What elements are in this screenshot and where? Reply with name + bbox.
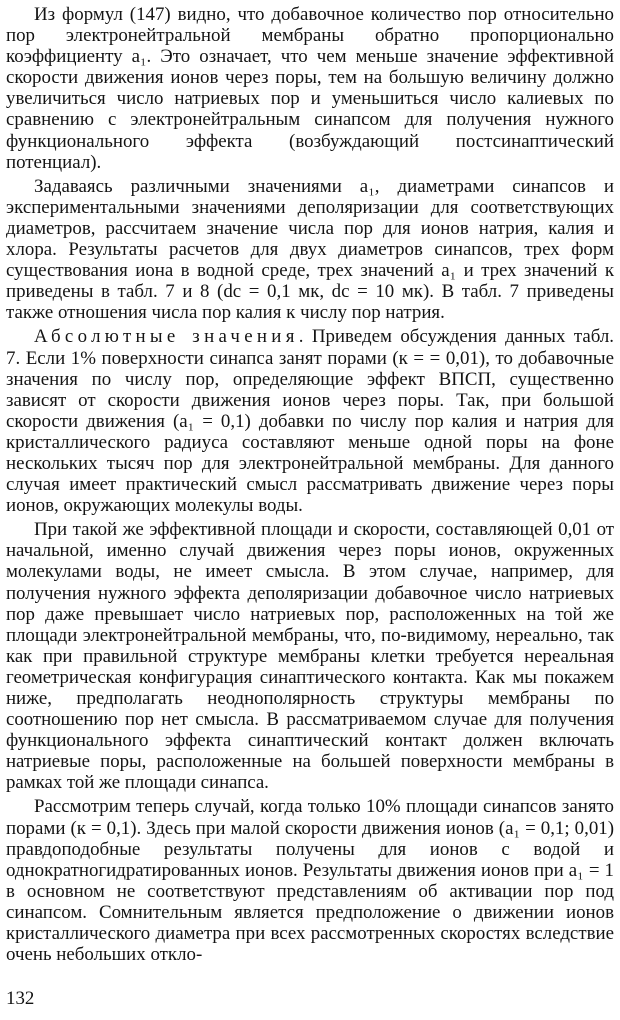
paragraph-formula-147: Из формул (147) видно, что добавочное количество пор относительно пор электронейтральной мембраны обратно пропорционально коэффициенту a₁. Это означает, что чем меньше значение эффективной скорости движения ионов через поры, тем на большую величину должно увеличиться число натриевых пор и уменьшиться число калиевых по сравнению с электронейтральным синапсом для получения нужного функционального эффекта (возбуждающий постсинаптический потенциал). xyxy=(6,4,614,173)
paragraph-ten-percent-case: Рассмотрим теперь случай, когда только 10% площади синапсов занято порами (к = 0,1). Здесь при малой скорости движения ионов (a₁ = 0,1; 0,01) правдоподобные результаты получены для ионов с водой и однократногидратированных ионов. Результаты движения ионов при a₁ = 1 в основном не соответствуют представлениям об активации пор под синапсом. Сомнительным является предположение о движении ионов кристаллического диаметра при всех рассмотренных скоростях вследствие очень небольших откло- xyxy=(6,796,614,966)
section-heading-absolute-values: Абсолютные значения xyxy=(34,326,299,348)
paragraph-pore-count-calculation: Задаваясь различными значениями a₁, диаметрами синапсов и экспериментальными значениями деполяризации для соответствующих диаметров, рассчитаем значение числа пор для ионов натрия, калия и хлора. Результаты расчетов для двух диаметров синапсов, трех форм существования иона в водной среде, трех значений a₁ и трех значений к приведены в табл. 7 и 8 (dc = 0,1 мк, dc = 10 мк). В табл. 7 приведены также отношения числа пор калия к числу пор натрия. xyxy=(6,175,614,324)
paragraph-absolute-values-body: . Приведем обсуждения данных табл. 7. Если 1% поверхности синапса занят порами (к = = 0,01), то добавочные значения по числу пор, определяющие эффект ВПСП, существенно зависят от скорости движения ионов через поры. Так, при большой скорости движения (a₁ = 0,1) добавки по числу пор калия и натрия для кристаллического радиуса составляют меньше одной поры на фоне нескольких тысяч пор для электронейтральной мембраны. Для данного случая имеет практический смысл рассматривать движение через поры ионов, окружающих молекулы воды. xyxy=(6,326,614,517)
page-number: 132 xyxy=(6,988,35,1009)
paragraph-absolute-values xyxy=(6,326,614,516)
paragraph-effective-area: При такой же эффективной площади и скорости, составляющей 0,01 от начальной, именно случай движения через поры ионов, окруженных молекулами воды, не имеет смысла. В этом случае, например, для получения нужного эффекта деполяризации добавочное число натриевых пор даже превышает число натриевых пор, расположенных на той же площади электронейтральной мембраны, что, по-видимому, нереально, так как при правильной структуре мембраны клетки требуется нереальная геометрическая конфигурация синаптического контакта. Как мы покажем ниже, предполагать неоднополярность структуры мембраны по соотношению пор нет смысла. В рассматриваемом случае для получения функционального эффекта синаптический контакт должен включать натриевые поры, расположенные на большей поверхности мембраны в рамках той же площади синапса. xyxy=(6,519,614,794)
